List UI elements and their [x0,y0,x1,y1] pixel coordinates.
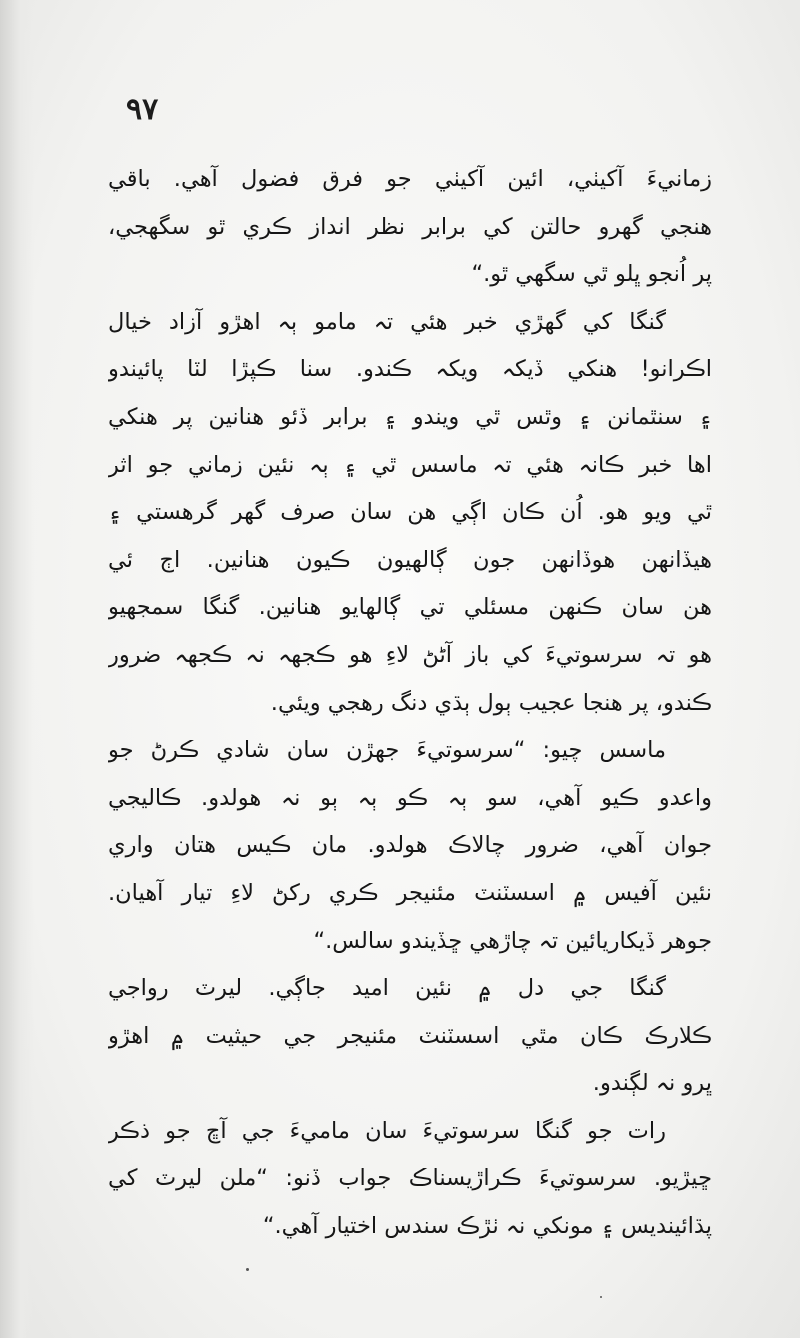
text-line: ڇيڙيو. سرسوتيءَ ڪراڙيسناڪ جواب ڏنو: “ملن ليرٽ کي [108,1165,712,1192]
text-line: ۽ سنٿمانن ۽ وٿس ٿي ويندو ۽ برابر ڏئو هنانين پر هنکي [108,403,712,430]
text-line: نئين آفيس ۾ اسسٽنٽ مئنيجر ڪري رکڻ لاءِ تيار آهيان. [108,879,712,906]
page-number: ٩٧ [126,92,159,127]
text-line: ڪندو، پر هنجا عجيب ٻول ٻڌي دنگ رهجي ويئي. [270,689,712,716]
paragraph-first-line: رات جو گنگا سرسوتيءَ سان ماميءَ جي آڇ جو ذڪر [108,1117,666,1144]
text-line: ڀرو نہ لڳندو. [592,1070,712,1097]
text-line: هيڏانهن هوڏانهن جون ڳالهيون ڪيون هنانين. اڄ ئي [108,546,712,573]
paragraph-first-line: گنگا کي گهڙي خبر هئي تہ مامو ٻہ اهڙو آزاد خيال [108,308,666,335]
text-line: جوهر ڏيکاريائين تہ چاڙهي ڇڏيندو سالس.“ [313,927,712,954]
paper-speck [600,1296,602,1298]
text-line: پر اُنجو ڀلو ٿي سگهي ٿو.“ [471,261,712,288]
text-line: هنجي گهرو حالتن کي برابر نظر انداز ڪري ٿو سگهجي، [108,213,712,240]
text-line: اڪرانو! هنکي ڏيکہ ويکہ ڪندو. سنا ڪپڙا لٽا پائيندو [108,356,712,383]
text-line: ڪلارڪ ڪان مٿي اسسٽنٽ مئنيجر جي حيثيت ۾ اهڙو [108,1022,712,1049]
text-line: زمانيءَ آکيٺي، ائين آکيٺي جو فرق فضول آهي. باقي [108,166,712,192]
paper-speck [246,1268,249,1271]
page-text [108,156,712,1251]
binding-shadow [0,0,34,1338]
text-line: پڌائينديس ۽ مونکي نہ ٺڙڪ سندس اختيار آهي.“ [262,1213,712,1240]
paragraph-first-line: گنگا جي دل ۾ نئين اميد جاڳي. ليرٽ رواجي [108,975,666,1002]
text-line: واعدو ڪيو آهي، سو ٻہ ڪو ٻہ ٻو نہ هولدو. ڪاليجي [108,784,712,811]
text-line: هو تہ سرسوتيءَ کي باز آڻڻ لاءِ هو ڪجهہ نہ ڪجهہ ضرور [108,641,712,668]
text-line: جوان آهي، ضرور چالاڪ هولدو. مان ڪيس هتان واري [108,832,712,859]
paragraph-first-line: ماسس چيو: “سرسوتيءَ جهڙن سان شادي ڪرڻ جو [108,737,666,764]
text-line: هن سان ڪنهن مسئلي تي ڳالهايو هنانين. گنگا سمجهيو [108,594,712,621]
text-line: ٿي ويو هو. اُن ڪان اڳي هن سان صرف گهر گرهستي ۽ [108,499,712,526]
text-line: اها خبر ڪانہ هئي تہ ماسس ٿي ۽ ٻہ نئين زماني جو اثر [108,451,712,478]
